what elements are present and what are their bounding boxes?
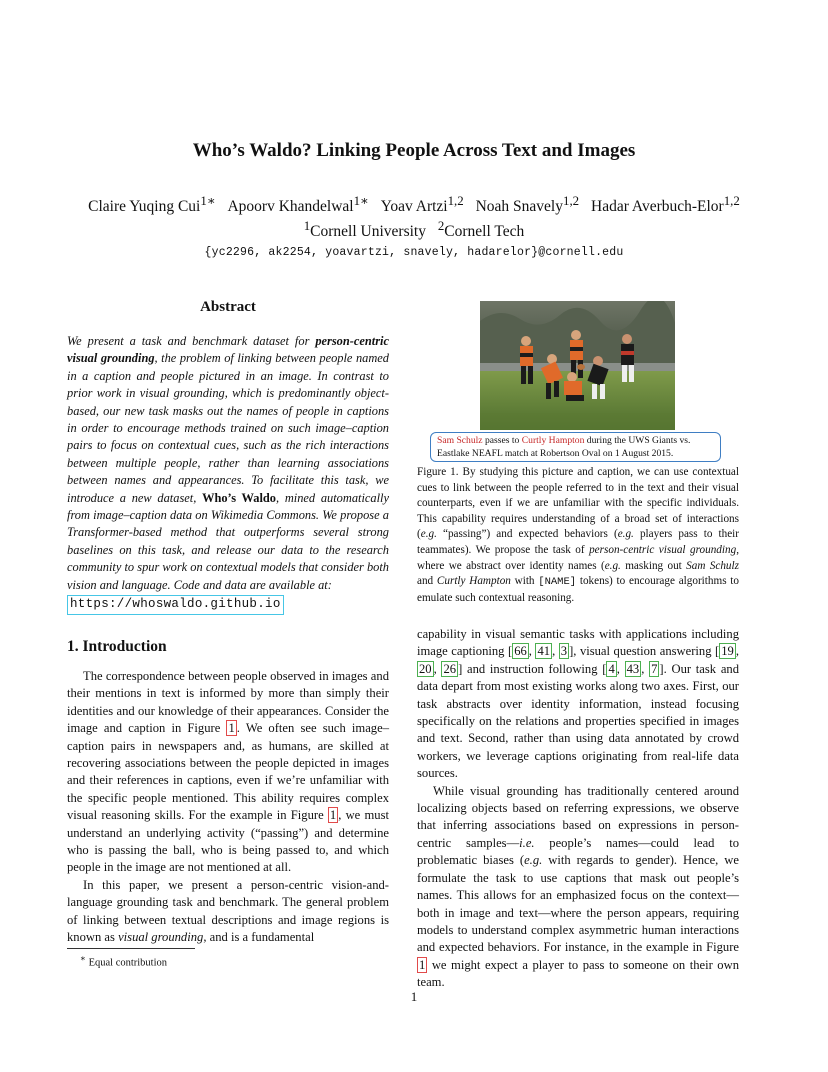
figure-example-caption: Sam Schulz passes to Curtly Hampton during the UWS Giants vs. Eastlake NEAFL match at Robertson Oval on 1 August 2015. — [430, 432, 721, 462]
affiliations — [0, 218, 828, 241]
right-column-body — [417, 626, 739, 992]
abstract-heading: Abstract — [200, 299, 256, 315]
page-number: 1 — [410, 989, 418, 1004]
figure-1-caption: Figure 1. By studying this picture and caption, we can use contextual cues to link between the people referred to in the text and their visual counterparts, even if we are unfamiliar with the specific individuals. This capability requires understanding of a broad set of interactions (e.g. “passing”) and expected behaviors (e.g. players pass to their teammates). We propose the task of person-centric visual grounding, where we abstract over identity names (e.g. masking out Sam Schulz and Curtly Hampton with [NAME] tokens) to encourage algorithms to emulate such contextual reasoning. — [417, 466, 740, 604]
paragraph: While visual grounding has traditionally centered around localizing objects based on referring expressions, we observe that inferring associations based on expressions in person-centric samples—i.e. people’s names—could lead to problematic biases (e.g. with regards to gender). Hence, we formulate the task to use captions that mask out people’s names. This allows for an emphasized focus on the context—both in image and text—where the person appears, requiring models to understand complex asymmetric human interactions and expected behaviors. For instance, in the example in Figure 1 we might expect a player to pass to someone on their own team. — [417, 783, 739, 990]
author-list — [0, 193, 828, 216]
section-heading-introduction: 1. Introduction — [67, 638, 167, 655]
abstract-body: We present a task and benchmark dataset for person-centric visual grounding, the problem of linking between people named in a caption and people pictured in an image. In contrast to prior work in visual grounding, which is predominantly object-based, our new task masks out the names of people in captions in order to encourage methods trained on such image–caption pairs to focus on contextual cues, such as the rich interactions between multiple people, rather than learning associations between names and appearances. To facilitate this task, we introduce a new dataset, Who’s Waldo, mined automatically from image–caption data on Wikimedia Commons. We propose a Transformer-based method that outperforms several strong baselines on this task, and release our data to the research community to spur work on contextual models that consider both vision and language. Code and data are available at: https://whoswaldo.github.io — [67, 333, 389, 615]
person-name-highlight: Curtly Hampton — [521, 435, 585, 446]
paragraph: The correspondence between people observed in images and their mentions in text is informed by more than simply their identities and our knowledge of their appearances. Consider the image and caption in Figure 1 . We often see such image–caption pairs in newspapers and, as humans, are skilled at recovering associations between the people depicted in images and their references in captions, even if we’re unfamiliar with the specific people mentioned. This ability requires complex visual reasoning skills. For the example in Figure 1 , we must understand an underlying activity (“passing”) and determine who is passing the ball, who is being passed to, and which people in the image are not mentioned at all. — [67, 669, 389, 875]
affiliation: $^2$Cornell Tech — [437, 218, 525, 241]
citation-link[interactable]: 4 — [608, 661, 615, 676]
citation-link[interactable]: 66 — [514, 644, 527, 659]
citation-link[interactable]: 26 — [443, 661, 457, 676]
author: Hadar Averbuch-Elor$^{1,2}$ — [591, 193, 740, 216]
citation-link[interactable]: 3 — [560, 644, 568, 659]
introduction-body — [67, 668, 389, 947]
figure-reference-link[interactable]: 1 — [419, 957, 426, 972]
citation-link[interactable]: 7 — [651, 661, 658, 676]
figure-reference-link[interactable]: 1 — [228, 721, 235, 736]
citation-link[interactable]: 20 — [419, 661, 432, 676]
figure-photo — [480, 301, 675, 430]
citation-link[interactable]: 19 — [721, 644, 734, 659]
author: Claire Yuqing Cui$^{1∗}$ — [88, 193, 216, 216]
affiliation: $^1$Cornell University — [303, 218, 426, 241]
figure-reference-link[interactable]: 1 — [329, 808, 337, 823]
paragraph: capability in visual semantic tasks with applications including image captioning [ 66 , 41 , 3 ], visual question answering [ 19 , 20 , 26 ] and instruction following [ 4 , 43 , 7 ]. Our task and data depart from most existing works along two axes. First, our task abstracts over identity information, instead focusing specifically on the relations and properties specified in images and text. Second, rather than using data annotated by crowd workers, we leverage captions originating from real-life data sources. — [417, 627, 740, 781]
author: Noah Snavely$^{1,2}$ — [475, 193, 580, 216]
citation-link[interactable]: 41 — [537, 644, 551, 659]
paragraph: In this paper, we present a person-centric vision-and-language grounding task and benchmark. The general problem of linking between textual descriptions and image regions is known as visual grounding, and is a fundamental — [67, 877, 389, 945]
footnote: ∗ Equal contribution — [80, 953, 168, 969]
footnote-rule — [67, 948, 195, 949]
project-link[interactable]: https://whoswaldo.github.io — [67, 595, 284, 614]
paper-title: Who’s Waldo? Linking People Across Text and Images — [192, 140, 636, 161]
football-match-image — [480, 301, 675, 430]
person-name-highlight: Sam Schulz — [437, 435, 483, 446]
author: Yoav Artzi$^{1,2}$ — [380, 193, 464, 216]
author: Apoorv Khandelwal$^{1∗}$ — [227, 193, 369, 216]
author-emails: {yc2296, ak2254, yoavartzi, snavely, hadarelor}@cornell.edu — [204, 246, 624, 259]
citation-link[interactable]: 43 — [626, 661, 640, 676]
